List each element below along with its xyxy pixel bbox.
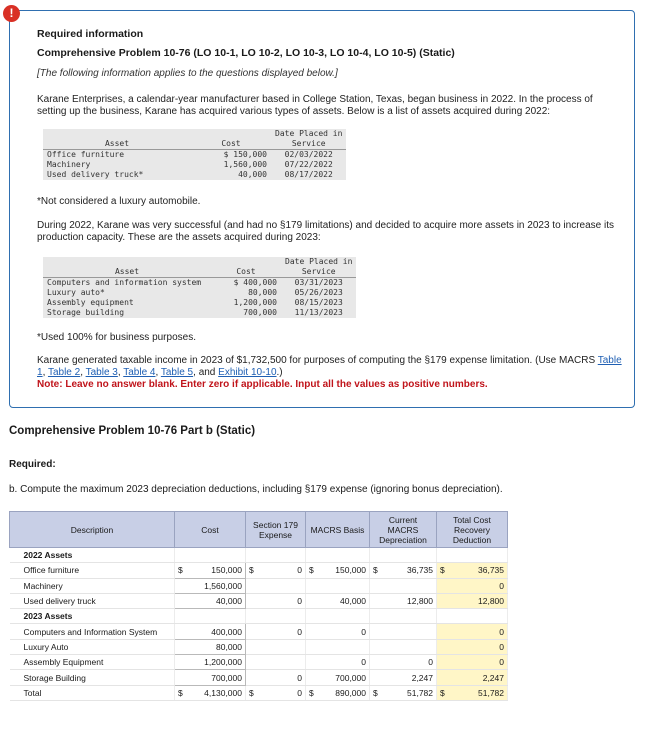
- row-description: Computers and Information System: [10, 624, 175, 639]
- basis-cell[interactable]: [306, 578, 370, 593]
- alert-icon: !: [3, 5, 20, 22]
- section-row-2023: [10, 609, 508, 624]
- income-paragraph: Karane generated taxable income in 2023 of $1,732,500 for purposes of computing the §179 expense limitation. (Use MACRS Table 1, Table 2, Table 3, Table 4, Table 5, and Exhibit 10-10.): [37, 355, 622, 378]
- section179-cell[interactable]: [246, 655, 306, 670]
- current-dep-cell[interactable]: [370, 639, 437, 654]
- basis-cell[interactable]: 40,000: [306, 593, 370, 608]
- table-row: [10, 655, 508, 670]
- asset-cost: 80,000: [211, 288, 281, 298]
- current-dep-cell[interactable]: 0: [370, 655, 437, 670]
- asset-name: Storage building: [43, 308, 211, 318]
- asset-date: 11/13/2023: [281, 308, 356, 318]
- asset-row: [43, 298, 356, 308]
- table-row: [10, 639, 508, 654]
- total-row: Total $ 4,130,000 $ 0 $ 890,000 $ 51,782 $ 51,782: [10, 685, 508, 700]
- table-row: [10, 670, 508, 685]
- table-row: [10, 563, 508, 578]
- asset-cost: 700,000: [211, 308, 281, 318]
- total-current-dep: 51,782: [407, 687, 433, 698]
- s179-line2: Expense: [258, 529, 293, 540]
- total-cell: $ 36,735: [437, 563, 508, 578]
- section179-cell[interactable]: 0: [246, 624, 306, 639]
- section179-cell[interactable]: $ 0: [246, 563, 306, 578]
- total-line1: Total Cost: [453, 514, 491, 525]
- date-header-line2: Service: [271, 139, 346, 150]
- section-row-2022: [10, 548, 508, 563]
- asset-row: [43, 308, 356, 318]
- total-basis: 890,000: [335, 687, 366, 698]
- row-description: Machinery: [10, 578, 175, 593]
- assets-2023-table: [43, 257, 356, 318]
- total-cell: 2,247: [437, 670, 508, 685]
- asset-row: [43, 160, 346, 170]
- asset-name: Computers and information system: [43, 278, 211, 289]
- basis-cell[interactable]: $ 150,000: [306, 563, 370, 578]
- asset-header: Asset: [43, 267, 211, 278]
- col-description: Description: [10, 512, 175, 548]
- asset-name: Machinery: [43, 160, 191, 170]
- asset-row: [43, 170, 346, 180]
- asset-name: Assembly equipment: [43, 298, 211, 308]
- close-paren: .): [276, 367, 283, 378]
- link-table-4[interactable]: Table 4: [123, 367, 156, 378]
- cost-input[interactable]: 400,000: [175, 624, 246, 639]
- asset-cost: 1,560,000: [191, 160, 271, 170]
- total-cell: 0: [437, 578, 508, 593]
- current-dep-cell[interactable]: 12,800: [370, 593, 437, 608]
- cost-header: Cost: [211, 267, 281, 278]
- basis-cell[interactable]: [306, 639, 370, 654]
- current-dep-cell[interactable]: [370, 578, 437, 593]
- asset-name: Used delivery truck*: [43, 170, 191, 180]
- total-cell: 0: [437, 655, 508, 670]
- col-current-depreciation: [370, 512, 437, 548]
- table-row: [10, 593, 508, 608]
- total-label: Total: [10, 685, 175, 700]
- asset-date: 05/26/2023: [281, 288, 356, 298]
- asset-name: Luxury auto*: [43, 288, 211, 298]
- link-table-2[interactable]: Table 2: [47, 367, 81, 378]
- required-label: Required:: [9, 459, 56, 470]
- row-description: Luxury Auto: [10, 639, 175, 654]
- basis-cell[interactable]: 0: [306, 624, 370, 639]
- footnote-luxury: *Not considered a luxury automobile.: [37, 196, 201, 207]
- table-row: [10, 578, 508, 593]
- cost-input[interactable]: 40,000: [175, 593, 246, 608]
- link-table-1[interactable]: Table 1: [37, 355, 622, 378]
- row-description: Storage Building: [10, 670, 175, 685]
- col-section179: [246, 512, 306, 548]
- info-heading: Required information: [37, 28, 144, 40]
- total-cell: 0: [437, 624, 508, 639]
- s179-line1: Section 179: [253, 519, 298, 530]
- col-macrs-basis: MACRS Basis: [306, 512, 370, 548]
- cost-input[interactable]: 1,200,000: [175, 655, 246, 670]
- intro-paragraph: Karane Enterprises, a calendar-year manufacturer based in College Station, Texas, began business in 2022. In the process of setting up the business, Karane has acquired various types of assets. Below is a list of assets acquired during 2022:: [37, 94, 593, 117]
- total-cell: 12,800: [437, 593, 508, 608]
- assets-2022-table: [43, 129, 346, 180]
- problem-title: Comprehensive Problem 10-76 (LO 10-1, LO 10-2, LO 10-3, LO 10-4, LO 10-5) (Static): [37, 47, 455, 59]
- section-2023-label: 2023 Assets: [10, 609, 175, 624]
- asset-cost: 40,000: [191, 170, 271, 180]
- asset-date: 08/15/2023: [281, 298, 356, 308]
- curdep-line1: Current: [388, 514, 418, 525]
- curdep-line3: Depreciation: [379, 534, 427, 545]
- and-text: and: [198, 367, 216, 378]
- curdep-line2: MACRS: [387, 524, 419, 535]
- current-dep-cell[interactable]: [370, 624, 437, 639]
- cost-input[interactable]: 700,000: [175, 670, 246, 685]
- total-s179: 0: [297, 687, 302, 698]
- required-text: b. Compute the maximum 2023 depreciation deductions, including §179 expense (ignoring bonus depreciation).: [9, 484, 503, 495]
- asset-row: [43, 288, 356, 298]
- asset-date: 07/22/2022: [271, 160, 346, 170]
- row-description: Used delivery truck: [10, 593, 175, 608]
- current-dep-cell[interactable]: 2,247: [370, 670, 437, 685]
- date-header-line2: Service: [281, 267, 356, 278]
- asset-name: Office furniture: [43, 150, 191, 161]
- table-row: [10, 624, 508, 639]
- footnote-business-use: *Used 100% for business purposes.: [37, 332, 196, 343]
- date-header-line1: Date Placed in: [271, 129, 346, 139]
- section179-cell[interactable]: 0: [246, 593, 306, 608]
- basis-cell[interactable]: 700,000: [306, 670, 370, 685]
- total-line2: Recovery: [454, 524, 490, 535]
- row-description: Assembly Equipment: [10, 655, 175, 670]
- link-table-5[interactable]: Table 5: [160, 367, 194, 378]
- asset-date: 02/03/2022: [271, 150, 346, 161]
- section179-cell[interactable]: 0: [246, 670, 306, 685]
- total-recovery: 51,782: [478, 687, 504, 698]
- asset-row: [43, 150, 346, 161]
- income-text: Karane generated taxable income in 2023 of $1,732,500 for purposes of computing the §179 expense limitation. (Use MACRS: [37, 355, 596, 366]
- total-line3: Deduction: [452, 534, 492, 545]
- asset-row: [43, 278, 356, 289]
- asset-cost: $ 150,000: [191, 150, 271, 161]
- part-title: Comprehensive Problem 10-76 Part b (Static): [9, 425, 256, 437]
- cost-input[interactable]: 1,560,000: [175, 578, 246, 593]
- cost-input[interactable]: 80,000: [175, 639, 246, 654]
- asset-cost: $ 400,000: [211, 278, 281, 289]
- total-cell: 0: [437, 639, 508, 654]
- required-information-panel: [9, 10, 635, 408]
- link-table-3[interactable]: Table 3: [85, 367, 118, 378]
- col-total-deduction: [437, 512, 508, 548]
- row-description: Office furniture: [10, 563, 175, 578]
- depreciation-table: [9, 511, 508, 701]
- asset-header: Asset: [43, 139, 191, 150]
- section-2022-label: 2022 Assets: [10, 548, 175, 563]
- applies-note: [The following information applies to the questions displayed below.]: [37, 68, 338, 79]
- section179-cell[interactable]: [246, 578, 306, 593]
- cost-header: Cost: [191, 139, 271, 150]
- total-cost: 4,130,000: [204, 687, 242, 698]
- asset-date: 08/17/2022: [271, 170, 346, 180]
- cost-input[interactable]: $ 150,000: [175, 563, 246, 578]
- asset-date: 03/31/2023: [281, 278, 356, 289]
- col-cost: Cost: [175, 512, 246, 548]
- asset-cost: 1,200,000: [211, 298, 281, 308]
- instruction-note: Note: Leave no answer blank. Enter zero if applicable. Input all the values as positive numbers.: [37, 379, 488, 390]
- link-exhibit-10-10[interactable]: Exhibit 10-10: [218, 367, 277, 378]
- current-dep-cell[interactable]: $ 36,735: [370, 563, 437, 578]
- section179-cell[interactable]: [246, 639, 306, 654]
- growth-paragraph: During 2022, Karane was very successful (and had no §179 limitations) and decided to acquire more assets in 2023 to increase its production capacity. These are the assets acquired during 2023:: [37, 220, 614, 243]
- date-header-line1: Date Placed in: [281, 257, 356, 267]
- basis-cell[interactable]: 0: [306, 655, 370, 670]
